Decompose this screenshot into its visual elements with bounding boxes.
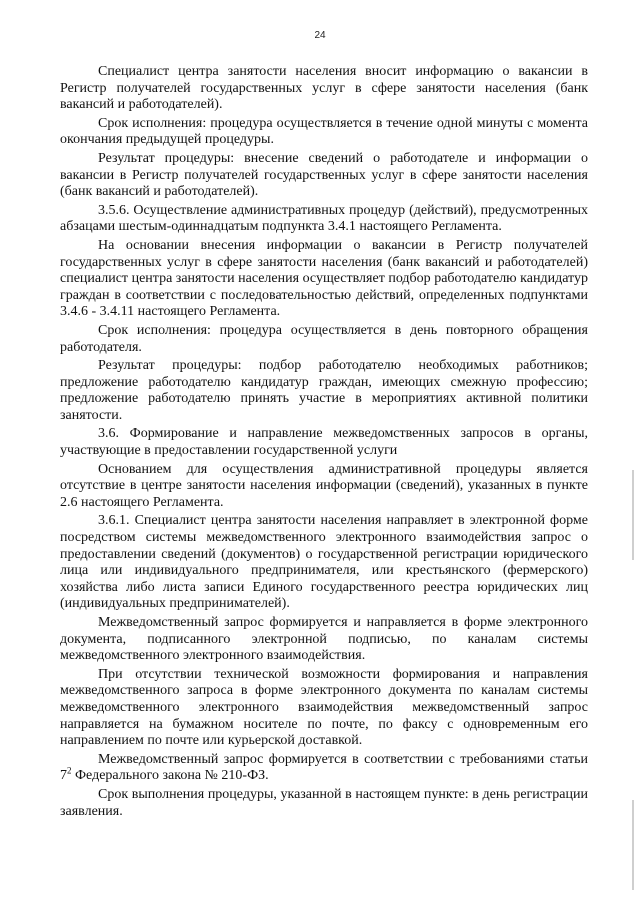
paragraph-vacancy-entry: Специалист центра занятости населения вносит информацию о вакансии в Регистр получателей государственных услуг в сфере занятости населения (банк вакансий и работодателей). [60,64,588,113]
document-body [60,64,588,822]
law-text-after: Федерального закона № 210-ФЗ. [71,768,269,784]
paragraph-section-3-5-6: 3.5.6. Осуществление административных процедур (действий), предусмотренных абзацами шестым-одиннадцатым подпункта 3.4.1 настоящего Регламента. [60,202,588,235]
paragraph-deadline-repeat-visit: Срок исполнения: процедура осуществляется в день повторного обращения работодателя. [60,322,588,355]
paragraph-basis: Основанием для осуществления административной процедуры является отсутствие в центре занятости населения информации (сведений), указанных в пункте 2.6 настоящего Регламента. [60,461,588,510]
page-number: 24 [314,30,326,41]
law-text-before: Межведомственный запрос формируется в соответствии с требованиями статьи 7 [60,751,588,784]
paragraph-section-3-6: 3.6. Формирование и направление межведомственных запросов в органы, участвующие в предоставлении государственной услуги [60,426,588,459]
law-superscript: 2 [67,765,72,776]
paragraph-result-selection: Результат процедуры: подбор работодателю необходимых работников; предложение работодателю кандидатур граждан, имеющих смежную профессию; предложение работодателю принять участие в мероприятиях активной политики занятости. [60,358,588,423]
scan-edge-mark-lower [632,800,634,890]
paragraph-final-deadline: Срок выполнения процедуры, указанной в настоящем пункте: в день регистрации заявления. [60,786,588,819]
paragraph-candidate-selection: На основании внесения информации о вакансии в Регистр получателей государственных услуг в сфере занятости населения (банк вакансий и работодателей) специалист центра занятости населения осуществляет подбор работодателю кандидатур граждан в соответствии с последовательностью действий, определенных подпунктами 3.4.6 - 3.4.11 настоящего Регламента. [60,237,588,320]
paragraph-section-3-6-1: 3.6.1. Специалист центра занятости населения направляет в электронной форме посредством системы межведомственного электронного взаимодействия запрос о предоставлении сведений (документов) о государственной регистрации юридического лица или индивидуального предпринимателя, или крестьянского (фермерского) хозяйства либо листа записи Единого государственного реестра юридических лиц (индивидуальных предпринимателей). [60,513,588,612]
paragraph-electronic-request: Межведомственный запрос формируется и направляется в форме электронного документа, подписанного электронной подписью, по каналам системы межведомственного электронного взаимодействия. [60,615,588,664]
paragraph-result-entry: Результат процедуры: внесение сведений о работодателе и информации о вакансии в Регистр получателей государственных услуг в сфере занятости населения (банк вакансий и работодателей). [60,150,588,200]
scan-edge-mark [632,470,634,560]
paragraph-deadline-one-minute: Срок исполнения: процедура осуществляется в течение одной минуты с момента окончания предыдущей процедуры. [60,115,588,148]
paragraph-law-reference [60,752,588,785]
paragraph-paper-request: При отсутствии технической возможности формирования и направления межведомственного запроса в форме электронного документа по каналам системы межведомственного электронного взаимодействия межведомственный запрос направляется на бумажном носителе по почте, по факсу с одновременным его направлением по почте или курьерской доставкой. [60,666,588,749]
